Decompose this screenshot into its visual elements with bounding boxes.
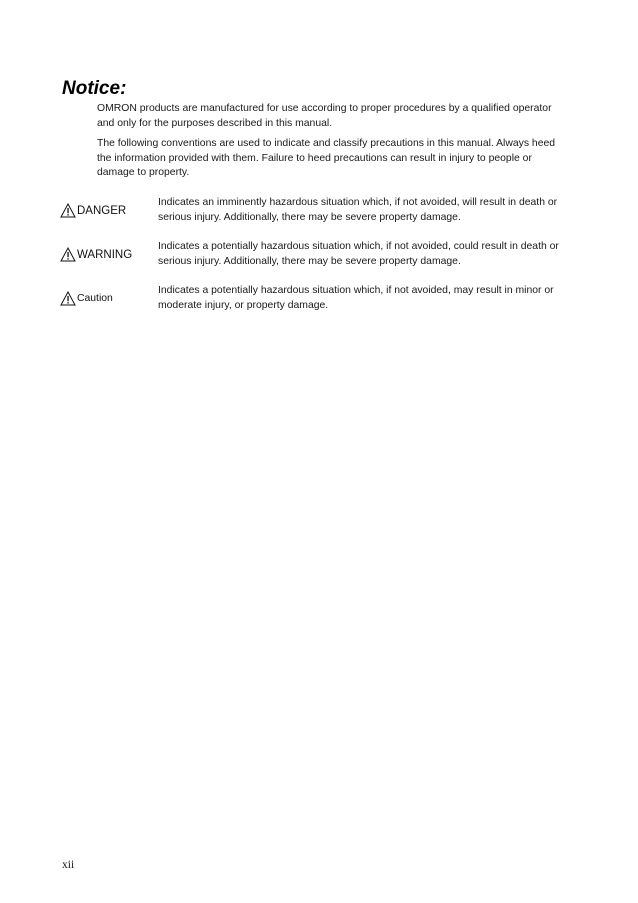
warning-triangle-icon xyxy=(60,203,76,218)
precaution-signal-word: Caution xyxy=(77,293,113,304)
intro-paragraph: OMRON products are manufactured for use according to proper procedures by a qualified operator and only for the purposes described in this manual. xyxy=(97,103,552,129)
page-number: xii xyxy=(62,859,75,871)
precaution-signal-word: DANGER xyxy=(77,204,127,217)
precaution-definitions xyxy=(58,196,568,328)
precaution-description: Indicates a potentially hazardous situation which, if not avoided, may result in minor or moderate injury, or property damage. xyxy=(158,285,554,311)
intro-paragraph: The following conventions are used to indicate and classify precautions in this manual. Always heed the information provided with them. Failure to heed precautions can result in injury to people or damage to property. xyxy=(97,138,556,178)
precaution-row-caution xyxy=(58,284,568,328)
warning-triangle-icon xyxy=(60,291,76,306)
notice-heading: Notice: xyxy=(62,78,127,99)
precaution-label-caution xyxy=(60,291,113,306)
precaution-label-warning xyxy=(60,247,132,262)
precaution-description: Indicates an imminently hazardous situation which, if not avoided, will result in death or serious injury. Additionally, there may be severe property damage. xyxy=(158,197,558,223)
notice-intro xyxy=(97,102,567,187)
precaution-label-danger xyxy=(60,203,126,218)
precaution-description: Indicates a potentially hazardous situation which, if not avoided, could result in death or serious injury. Additionally, there may be severe property damage. xyxy=(158,241,559,267)
precaution-row-warning xyxy=(58,240,568,284)
precaution-row-danger xyxy=(58,196,568,240)
warning-triangle-icon xyxy=(60,247,76,262)
precaution-signal-word: WARNING xyxy=(77,248,133,261)
